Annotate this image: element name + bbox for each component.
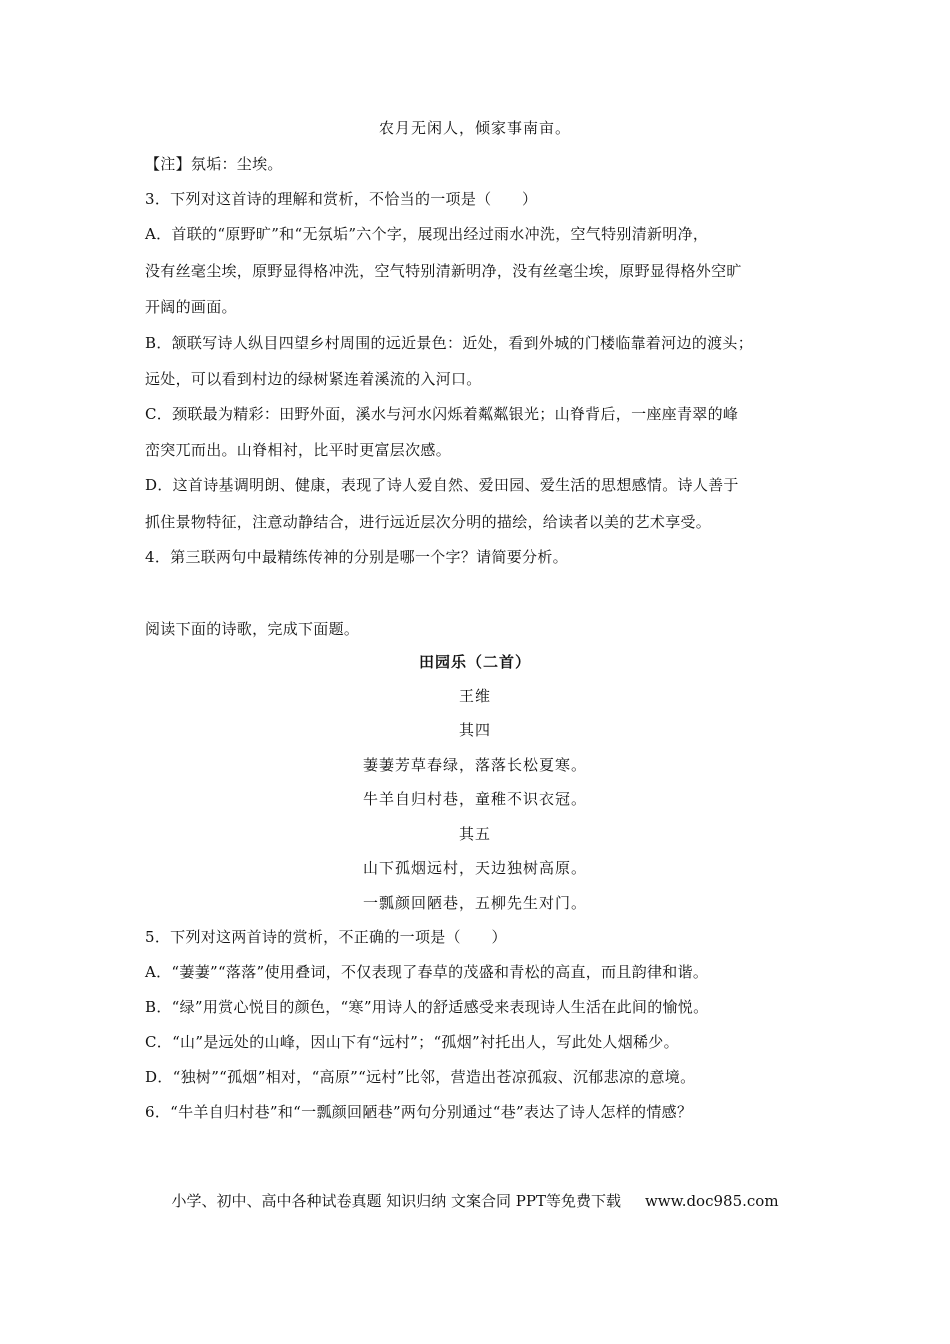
page-footer: [0, 1191, 950, 1211]
footer-text: 小学、初中、高中各种试卷真题 知识归纳 文案合同 PPT等免费下载: [171, 1192, 621, 1210]
question-6: 6．“牛羊自归村巷”和“一瓢颜回陋巷”两句分别通过“巷”表达了诗人怎样的情感？: [145, 1103, 693, 1121]
annotation-note: 【注】氛垢：尘埃。: [145, 155, 283, 173]
question-4: 4．第三联两句中最精练传神的分别是哪一个字？请简要分析。: [145, 548, 568, 566]
question-5-stem: 5．下列对这两首诗的赏析，不正确的一项是（ ）: [145, 928, 507, 946]
poem-part-5-line1: 山下孤烟远村，天边独树高原。: [362, 859, 587, 877]
question-3-option-b-line2: 远处，可以看到村边的绿树紧连着溪流的入河口。: [145, 370, 482, 388]
question-3-option-c-line2: 峦突兀而出。山脊相衬，比平时更富层次感。: [145, 441, 452, 459]
poem-part-4-line1: 萋萋芳草春绿，落落长松夏寒。: [362, 756, 587, 774]
poem-part-4-line2: 牛羊自归村巷，童稚不识衣冠。: [362, 790, 587, 808]
poem-author: 王维: [458, 687, 491, 705]
poem-part-5-line2: 一瓢颜回陋巷，五柳先生对门。: [362, 894, 587, 912]
question-5-option-a: A．“萋萋”“落落”使用叠词，不仅表现了春草的茂盛和青松的高直，而且韵律和谐。: [145, 963, 709, 981]
question-3-option-a-line3: 开阔的画面。: [145, 298, 237, 316]
question-3-option-a-line2: 没有丝毫尘埃，原野显得格冲洗，空气特别清新明净，没有丝毫尘埃，原野显得格外空旷: [145, 262, 742, 280]
poem-title: 田园乐（二首）: [418, 653, 531, 671]
question-3-option-d-line2: 抓住景物特征，注意动静结合，进行远近层次分明的描绘，给读者以美的艺术享受。: [145, 513, 712, 531]
question-5-option-d: D．“独树”“孤烟”相对，“高原”“远村”比邻，营造出苍凉孤寂、沉郁悲凉的意境。: [145, 1068, 696, 1086]
question-3-option-a-line1: A．首联的“原野旷”和“无氛垢”六个字，展现出经过雨水冲洗，空气特别清新明净，: [145, 225, 709, 243]
poem-part-5-title: 其五: [458, 825, 491, 843]
question-5-option-b: B．“绿”用赏心悦目的颜色，“寒”用诗人的舒适感受来表现诗人生活在此间的愉悦。: [145, 998, 709, 1016]
footer-url[interactable]: www.doc985.com: [644, 1192, 779, 1210]
poem-final-line: 农月无闲人，倾家事南亩。: [378, 119, 571, 137]
poem-part-4-title: 其四: [458, 721, 491, 739]
question-5-option-c: C．“山”是远处的山峰，因山下有“远村”；“孤烟”衬托出人，写此处人烟稀少。: [145, 1033, 679, 1051]
question-3-option-c-line1: C．颈联最为精彩：田野外面，溪水与河水闪烁着粼粼银光；山脊背后，一座座青翠的峰: [145, 405, 739, 423]
question-3-stem: 3．下列对这首诗的理解和赏析，不恰当的一项是（ ）: [145, 190, 538, 208]
question-3-option-d-line1: D．这首诗基调明朗、健康，表现了诗人爱自然、爱田园、爱生活的思想感情。诗人善于: [145, 476, 739, 494]
question-3-option-b-line1: B．颔联写诗人纵目四望乡村周围的远近景色：近处，看到外城的门楼临靠着河边的渡头；: [145, 334, 754, 352]
reading-instruction: 阅读下面的诗歌，完成下面题。: [145, 620, 360, 638]
